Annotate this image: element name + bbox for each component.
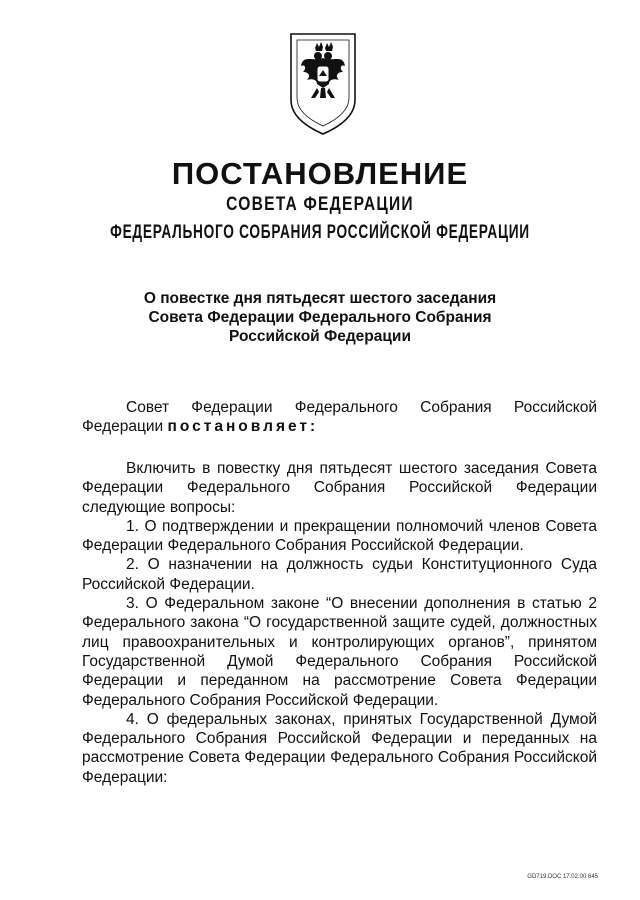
agenda-item-4: 4. О федеральных законах, принятых Государственной Думой Федерального Собрания Российской Федерации и переданных на рассмотрение Совета Федерации Федерального Собрания Российской Федерации: — [82, 710, 597, 786]
document-body — [82, 459, 597, 787]
document-footer-code: GD719.DOC 17.02.00 645 — [527, 874, 598, 880]
agenda-item-2: 2. О назначении на должность судьи Конституционного Суда Российской Федерации. — [82, 556, 597, 593]
agenda-item-3: 3. О Федеральном законе “О внесении дополнения в статью 2 Федерального закона “О государственной защите судей, должностных лиц правоохранительных и контролирующих органов”, принятом Государственной Думой Федерального Собрания Российской Федерации и переданном на рассмотрение Совета Федерации Федерального Собрания Российской Федерации. — [82, 595, 597, 709]
subject-line-2: Совета Федерации Федерального Собрания — [148, 309, 492, 326]
preamble-emphasis: постановляет: — [167, 418, 319, 436]
document-title: ПОСТАНОВЛЕНИЕ — [171, 156, 469, 191]
subject-line-3: Российской Федерации — [229, 328, 411, 345]
document-subtitle-assembly: ФЕДЕРАЛЬНОГО СОБРАНИЯ РОССИЙСКОЙ ФЕДЕРАЦИИ — [110, 222, 530, 243]
preamble-text: Совет Федерации Федерального Собрания Российской Федерации — [82, 399, 597, 436]
document-subtitle-council: СОВЕТА ФЕДЕРАЦИИ — [226, 194, 414, 215]
body-intro: Включить в повестку дня пятьдесят шестого заседания Совета Федерации Федерального Собрания Российской Федерации следующие вопросы: — [82, 460, 597, 516]
subject-line-1: О повестке дня пятьдесят шестого заседания — [143, 290, 497, 307]
coat-of-arms-emblem — [289, 32, 357, 136]
document-subject — [0, 289, 640, 346]
preamble — [82, 398, 597, 437]
preamble-paragraph — [82, 398, 597, 437]
agenda-item-1: 1. О подтверждении и прекращении полномочий членов Совета Федерации Федерального Собрания Российской Федерации. — [82, 517, 597, 555]
